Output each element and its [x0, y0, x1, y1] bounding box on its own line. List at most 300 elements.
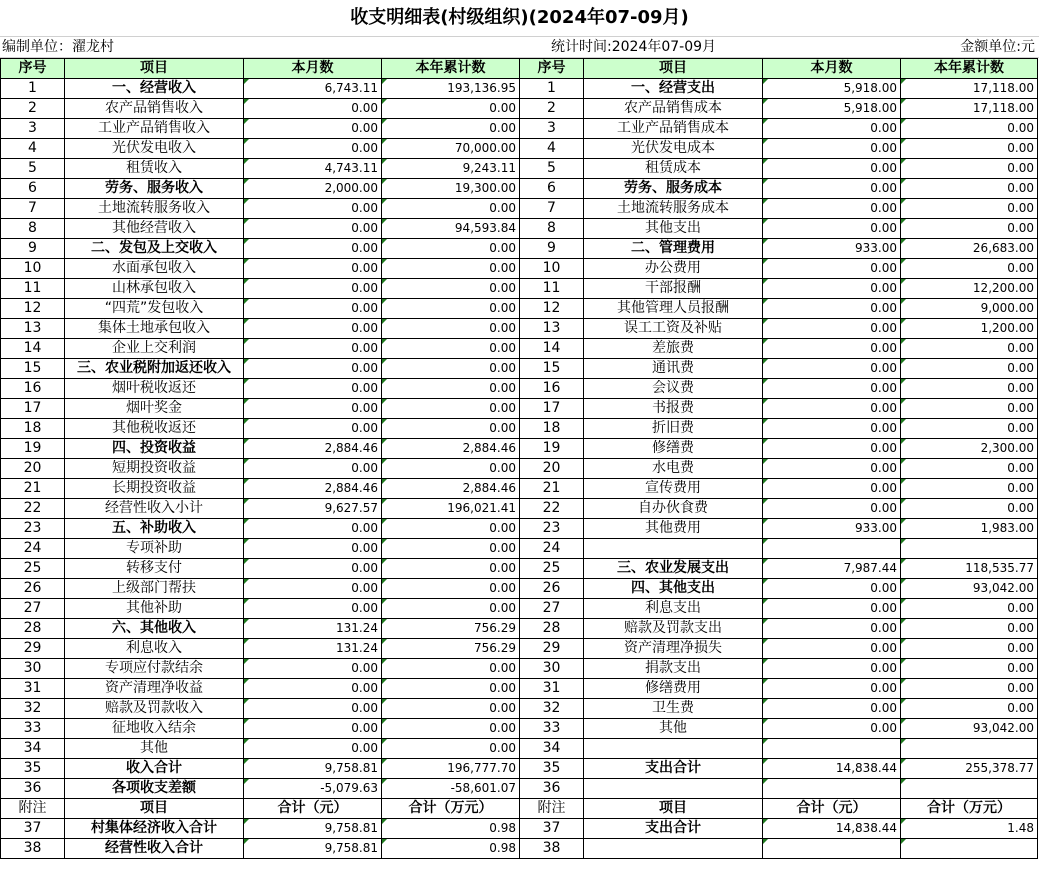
income-ytd-cell[interactable]: 0.00: [382, 419, 520, 439]
income-seq-cell[interactable]: 32: [1, 699, 65, 719]
expense-seq-cell[interactable]: 36: [520, 779, 584, 799]
income-seq-cell[interactable]: 23: [1, 519, 65, 539]
expense-month-cell[interactable]: 0.00: [763, 639, 901, 659]
expense-item-cell[interactable]: 折旧费: [584, 419, 763, 439]
income-month-cell[interactable]: 0.00: [244, 239, 382, 259]
income-seq-cell[interactable]: 24: [1, 539, 65, 559]
income-seq-cell[interactable]: 11: [1, 279, 65, 299]
income-month-cell[interactable]: 6,743.11: [244, 79, 382, 99]
income-month-cell[interactable]: 0.00: [244, 699, 382, 719]
income-ytd-cell[interactable]: 0.00: [382, 339, 520, 359]
expense-item-cell[interactable]: 劳务、服务成本: [584, 179, 763, 199]
income-seq-cell[interactable]: 13: [1, 319, 65, 339]
expense-ytd-cell[interactable]: 1,200.00: [901, 319, 1038, 339]
income-seq-cell[interactable]: 29: [1, 639, 65, 659]
expense-seq-cell[interactable]: 37: [520, 819, 584, 839]
expense-seq-cell[interactable]: 29: [520, 639, 584, 659]
income-item-cell[interactable]: 资产清理净收益: [65, 679, 244, 699]
income-ytd-cell[interactable]: 0.00: [382, 699, 520, 719]
expense-item-cell[interactable]: [584, 539, 763, 559]
income-ytd-cell[interactable]: 0.00: [382, 739, 520, 759]
expense-month-cell[interactable]: 0.00: [763, 479, 901, 499]
expense-item-cell[interactable]: [584, 779, 763, 799]
income-ytd-cell[interactable]: 0.00: [382, 119, 520, 139]
expense-item-cell[interactable]: 农产品销售成本: [584, 99, 763, 119]
income-ytd-cell[interactable]: 0.00: [382, 519, 520, 539]
income-month-cell[interactable]: 0.00: [244, 379, 382, 399]
income-ytd-cell[interactable]: 19,300.00: [382, 179, 520, 199]
income-item-cell[interactable]: 转移支付: [65, 559, 244, 579]
income-month-cell[interactable]: 0.00: [244, 519, 382, 539]
income-ytd-cell[interactable]: 0.00: [382, 379, 520, 399]
expense-item-cell[interactable]: 其他支出: [584, 219, 763, 239]
expense-seq-cell[interactable]: 28: [520, 619, 584, 639]
expense-item-cell[interactable]: 误工工资及补贴: [584, 319, 763, 339]
expense-item-cell[interactable]: 捐款支出: [584, 659, 763, 679]
expense-ytd-cell[interactable]: 0.00: [901, 419, 1038, 439]
income-ytd-cell[interactable]: 0.00: [382, 319, 520, 339]
income-item-cell[interactable]: 一、经营收入: [65, 79, 244, 99]
income-item-cell[interactable]: 经营性收入小计: [65, 499, 244, 519]
expense-item-cell[interactable]: 其他管理人员报酬: [584, 299, 763, 319]
expense-item-cell[interactable]: 资产清理净损失: [584, 639, 763, 659]
income-ytd-cell[interactable]: 196,021.41: [382, 499, 520, 519]
income-month-cell[interactable]: 0.00: [244, 279, 382, 299]
expense-ytd-cell[interactable]: 17,118.00: [901, 99, 1038, 119]
expense-seq-cell[interactable]: 2: [520, 99, 584, 119]
income-item-cell[interactable]: 六、其他收入: [65, 619, 244, 639]
expense-seq-cell[interactable]: 20: [520, 459, 584, 479]
income-ytd-cell[interactable]: 0.00: [382, 239, 520, 259]
income-month-cell[interactable]: 0.00: [244, 139, 382, 159]
income-month-cell[interactable]: 0.00: [244, 259, 382, 279]
expense-ytd-cell[interactable]: 12,200.00: [901, 279, 1038, 299]
expense-item-cell[interactable]: 土地流转服务成本: [584, 199, 763, 219]
expense-seq-cell[interactable]: 13: [520, 319, 584, 339]
expense-seq-cell[interactable]: 7: [520, 199, 584, 219]
income-item-cell[interactable]: 短期投资收益: [65, 459, 244, 479]
expense-month-cell[interactable]: 0.00: [763, 339, 901, 359]
income-item-cell[interactable]: 农产品销售收入: [65, 99, 244, 119]
expense-item-cell[interactable]: 利息支出: [584, 599, 763, 619]
income-item-cell[interactable]: 征地收入结余: [65, 719, 244, 739]
expense-item-cell[interactable]: 卫生费: [584, 699, 763, 719]
income-item-cell[interactable]: 劳务、服务收入: [65, 179, 244, 199]
income-item-cell[interactable]: “四荒”发包收入: [65, 299, 244, 319]
expense-seq-cell[interactable]: 34: [520, 739, 584, 759]
income-month-cell[interactable]: 9,758.81: [244, 839, 382, 859]
income-item-cell[interactable]: 村集体经济收入合计: [65, 819, 244, 839]
expense-seq-cell[interactable]: 22: [520, 499, 584, 519]
income-item-cell[interactable]: 收入合计: [65, 759, 244, 779]
expense-ytd-cell[interactable]: 0.00: [901, 219, 1038, 239]
income-item-cell[interactable]: 二、发包及上交收入: [65, 239, 244, 259]
income-item-cell[interactable]: 五、补助收入: [65, 519, 244, 539]
income-seq-cell[interactable]: 10: [1, 259, 65, 279]
income-month-cell[interactable]: 0.00: [244, 319, 382, 339]
income-ytd-cell[interactable]: 0.00: [382, 579, 520, 599]
expense-seq-cell[interactable]: 35: [520, 759, 584, 779]
expense-seq-cell[interactable]: 15: [520, 359, 584, 379]
expense-seq-cell[interactable]: 33: [520, 719, 584, 739]
income-seq-cell[interactable]: 25: [1, 559, 65, 579]
income-month-cell[interactable]: 0.00: [244, 219, 382, 239]
income-month-cell[interactable]: 131.24: [244, 619, 382, 639]
income-month-cell[interactable]: 0.00: [244, 99, 382, 119]
expense-seq-cell[interactable]: 18: [520, 419, 584, 439]
income-month-cell[interactable]: 0.00: [244, 359, 382, 379]
income-ytd-cell[interactable]: 196,777.70: [382, 759, 520, 779]
income-month-cell[interactable]: 2,000.00: [244, 179, 382, 199]
income-month-cell[interactable]: 131.24: [244, 639, 382, 659]
expense-item-cell[interactable]: 会议费: [584, 379, 763, 399]
income-ytd-cell[interactable]: 2,884.46: [382, 439, 520, 459]
expense-ytd-cell[interactable]: 0.00: [901, 259, 1038, 279]
expense-ytd-cell[interactable]: 0.00: [901, 179, 1038, 199]
expense-month-cell[interactable]: 0.00: [763, 599, 901, 619]
expense-month-cell[interactable]: [763, 779, 901, 799]
income-ytd-cell[interactable]: -58,601.07: [382, 779, 520, 799]
expense-month-cell[interactable]: 0.00: [763, 259, 901, 279]
expense-ytd-cell[interactable]: 0.00: [901, 199, 1038, 219]
income-item-cell[interactable]: 其他税收返还: [65, 419, 244, 439]
income-ytd-cell[interactable]: 0.00: [382, 539, 520, 559]
income-month-cell[interactable]: 0.00: [244, 599, 382, 619]
expense-ytd-cell[interactable]: [901, 539, 1038, 559]
expense-ytd-cell[interactable]: 2,300.00: [901, 439, 1038, 459]
expense-item-cell[interactable]: [584, 839, 763, 859]
income-seq-cell[interactable]: 15: [1, 359, 65, 379]
income-month-cell[interactable]: 0.00: [244, 119, 382, 139]
income-seq-cell[interactable]: 9: [1, 239, 65, 259]
expense-ytd-cell[interactable]: 0.00: [901, 399, 1038, 419]
income-month-cell[interactable]: 0.00: [244, 719, 382, 739]
expense-seq-cell[interactable]: 1: [520, 79, 584, 99]
expense-ytd-cell[interactable]: 0.00: [901, 619, 1038, 639]
expense-month-cell[interactable]: 5,918.00: [763, 79, 901, 99]
income-month-cell[interactable]: 0.00: [244, 299, 382, 319]
expense-seq-cell[interactable]: 17: [520, 399, 584, 419]
income-item-cell[interactable]: 专项补助: [65, 539, 244, 559]
expense-ytd-cell[interactable]: [901, 739, 1038, 759]
income-ytd-cell[interactable]: 70,000.00: [382, 139, 520, 159]
income-month-cell[interactable]: 0.00: [244, 659, 382, 679]
expense-item-cell[interactable]: 其他费用: [584, 519, 763, 539]
expense-month-cell[interactable]: 0.00: [763, 419, 901, 439]
income-month-cell[interactable]: 0.00: [244, 419, 382, 439]
expense-ytd-cell[interactable]: 0.00: [901, 699, 1038, 719]
expense-ytd-cell[interactable]: 0.00: [901, 359, 1038, 379]
income-item-cell[interactable]: 四、投资收益: [65, 439, 244, 459]
income-month-cell[interactable]: 0.00: [244, 199, 382, 219]
income-item-cell[interactable]: 其他经营收入: [65, 219, 244, 239]
expense-month-cell[interactable]: 0.00: [763, 139, 901, 159]
expense-ytd-cell[interactable]: 9,000.00: [901, 299, 1038, 319]
income-seq-cell[interactable]: 4: [1, 139, 65, 159]
expense-month-cell[interactable]: 0.00: [763, 199, 901, 219]
expense-item-cell[interactable]: 三、农业发展支出: [584, 559, 763, 579]
expense-ytd-cell[interactable]: 1,983.00: [901, 519, 1038, 539]
expense-seq-cell[interactable]: 14: [520, 339, 584, 359]
income-ytd-cell[interactable]: 756.29: [382, 639, 520, 659]
income-seq-cell[interactable]: 18: [1, 419, 65, 439]
expense-seq-cell[interactable]: 6: [520, 179, 584, 199]
income-seq-cell[interactable]: 20: [1, 459, 65, 479]
expense-seq-cell[interactable]: 5: [520, 159, 584, 179]
expense-seq-cell[interactable]: 26: [520, 579, 584, 599]
expense-ytd-cell[interactable]: 26,683.00: [901, 239, 1038, 259]
expense-month-cell[interactable]: 0.00: [763, 359, 901, 379]
expense-seq-cell[interactable]: 32: [520, 699, 584, 719]
income-seq-cell[interactable]: 6: [1, 179, 65, 199]
income-seq-cell[interactable]: 34: [1, 739, 65, 759]
expense-month-cell[interactable]: [763, 739, 901, 759]
income-item-cell[interactable]: 山林承包收入: [65, 279, 244, 299]
income-seq-cell[interactable]: 8: [1, 219, 65, 239]
expense-ytd-cell[interactable]: 0.00: [901, 379, 1038, 399]
income-month-cell[interactable]: 0.00: [244, 339, 382, 359]
income-item-cell[interactable]: 专项应付款结余: [65, 659, 244, 679]
expense-seq-cell[interactable]: 38: [520, 839, 584, 859]
expense-seq-cell[interactable]: 3: [520, 119, 584, 139]
income-item-cell[interactable]: 其他补助: [65, 599, 244, 619]
expense-month-cell[interactable]: 7,987.44: [763, 559, 901, 579]
income-item-cell[interactable]: 集体土地承包收入: [65, 319, 244, 339]
income-item-cell[interactable]: 赔款及罚款收入: [65, 699, 244, 719]
expense-ytd-cell[interactable]: 0.00: [901, 659, 1038, 679]
expense-item-cell[interactable]: 光伏发电成本: [584, 139, 763, 159]
expense-month-cell[interactable]: 14,838.44: [763, 819, 901, 839]
expense-item-cell[interactable]: 其他: [584, 719, 763, 739]
expense-seq-cell[interactable]: 9: [520, 239, 584, 259]
expense-item-cell[interactable]: 宣传费用: [584, 479, 763, 499]
income-seq-cell[interactable]: 22: [1, 499, 65, 519]
expense-month-cell[interactable]: 0.00: [763, 659, 901, 679]
income-seq-cell[interactable]: 26: [1, 579, 65, 599]
income-item-cell[interactable]: 工业产品销售收入: [65, 119, 244, 139]
income-ytd-cell[interactable]: 0.98: [382, 839, 520, 859]
income-ytd-cell[interactable]: 0.00: [382, 99, 520, 119]
income-month-cell[interactable]: 0.00: [244, 459, 382, 479]
expense-seq-cell[interactable]: 8: [520, 219, 584, 239]
income-ytd-cell[interactable]: 0.00: [382, 359, 520, 379]
income-month-cell[interactable]: 0.00: [244, 579, 382, 599]
expense-item-cell[interactable]: 一、经营支出: [584, 79, 763, 99]
income-ytd-cell[interactable]: 0.00: [382, 559, 520, 579]
income-seq-cell[interactable]: 2: [1, 99, 65, 119]
income-ytd-cell[interactable]: 0.00: [382, 599, 520, 619]
income-ytd-cell[interactable]: 0.00: [382, 399, 520, 419]
income-seq-cell[interactable]: 36: [1, 779, 65, 799]
expense-month-cell[interactable]: 0.00: [763, 699, 901, 719]
income-item-cell[interactable]: 水面承包收入: [65, 259, 244, 279]
income-seq-cell[interactable]: 31: [1, 679, 65, 699]
expense-item-cell[interactable]: 二、管理费用: [584, 239, 763, 259]
income-seq-cell[interactable]: 38: [1, 839, 65, 859]
expense-ytd-cell[interactable]: 0.00: [901, 459, 1038, 479]
expense-month-cell[interactable]: 0.00: [763, 179, 901, 199]
expense-ytd-cell[interactable]: 0.00: [901, 599, 1038, 619]
income-seq-cell[interactable]: 16: [1, 379, 65, 399]
expense-month-cell[interactable]: 0.00: [763, 679, 901, 699]
income-ytd-cell[interactable]: 0.00: [382, 459, 520, 479]
expense-item-cell[interactable]: 办公费用: [584, 259, 763, 279]
income-item-cell[interactable]: 租赁收入: [65, 159, 244, 179]
income-item-cell[interactable]: 企业上交利润: [65, 339, 244, 359]
income-seq-cell[interactable]: 28: [1, 619, 65, 639]
expense-item-cell[interactable]: 通讯费: [584, 359, 763, 379]
expense-ytd-cell[interactable]: 0.00: [901, 639, 1038, 659]
income-seq-cell[interactable]: 35: [1, 759, 65, 779]
expense-seq-cell[interactable]: 30: [520, 659, 584, 679]
income-month-cell[interactable]: 9,758.81: [244, 759, 382, 779]
expense-item-cell[interactable]: 工业产品销售成本: [584, 119, 763, 139]
expense-seq-cell[interactable]: 23: [520, 519, 584, 539]
income-seq-cell[interactable]: 19: [1, 439, 65, 459]
income-ytd-cell[interactable]: 0.00: [382, 719, 520, 739]
expense-ytd-cell[interactable]: 0.00: [901, 119, 1038, 139]
income-item-cell[interactable]: 其他: [65, 739, 244, 759]
income-ytd-cell[interactable]: 0.00: [382, 659, 520, 679]
income-ytd-cell[interactable]: 0.00: [382, 199, 520, 219]
income-item-cell[interactable]: 长期投资收益: [65, 479, 244, 499]
expense-ytd-cell[interactable]: 0.00: [901, 479, 1038, 499]
income-ytd-cell[interactable]: 193,136.95: [382, 79, 520, 99]
expense-month-cell[interactable]: [763, 839, 901, 859]
income-seq-cell[interactable]: 5: [1, 159, 65, 179]
expense-ytd-cell[interactable]: 0.00: [901, 499, 1038, 519]
expense-ytd-cell[interactable]: 93,042.00: [901, 579, 1038, 599]
expense-month-cell[interactable]: 0.00: [763, 279, 901, 299]
income-ytd-cell[interactable]: 0.00: [382, 279, 520, 299]
expense-item-cell[interactable]: 修缮费用: [584, 679, 763, 699]
expense-ytd-cell[interactable]: 93,042.00: [901, 719, 1038, 739]
expense-item-cell[interactable]: 赔款及罚款支出: [584, 619, 763, 639]
income-month-cell[interactable]: 4,743.11: [244, 159, 382, 179]
expense-item-cell[interactable]: 租赁成本: [584, 159, 763, 179]
expense-month-cell[interactable]: 5,918.00: [763, 99, 901, 119]
expense-seq-cell[interactable]: 4: [520, 139, 584, 159]
income-month-cell[interactable]: 2,884.46: [244, 439, 382, 459]
expense-item-cell[interactable]: 支出合计: [584, 819, 763, 839]
income-item-cell[interactable]: 各项收支差额: [65, 779, 244, 799]
expense-seq-cell[interactable]: 12: [520, 299, 584, 319]
expense-month-cell[interactable]: 0.00: [763, 619, 901, 639]
expense-item-cell[interactable]: 修缮费: [584, 439, 763, 459]
expense-seq-cell[interactable]: 10: [520, 259, 584, 279]
expense-ytd-cell[interactable]: 118,535.77: [901, 559, 1038, 579]
expense-month-cell[interactable]: 0.00: [763, 159, 901, 179]
income-month-cell[interactable]: 2,884.46: [244, 479, 382, 499]
income-month-cell[interactable]: 0.00: [244, 739, 382, 759]
income-month-cell[interactable]: 9,627.57: [244, 499, 382, 519]
expense-seq-cell[interactable]: 19: [520, 439, 584, 459]
income-seq-cell[interactable]: 27: [1, 599, 65, 619]
income-seq-cell[interactable]: 30: [1, 659, 65, 679]
expense-item-cell[interactable]: 自办伙食费: [584, 499, 763, 519]
income-item-cell[interactable]: 烟叶奖金: [65, 399, 244, 419]
income-seq-cell[interactable]: 33: [1, 719, 65, 739]
income-ytd-cell[interactable]: 9,243.11: [382, 159, 520, 179]
income-item-cell[interactable]: 三、农业税附加返还收入: [65, 359, 244, 379]
income-seq-cell[interactable]: 14: [1, 339, 65, 359]
expense-seq-cell[interactable]: 25: [520, 559, 584, 579]
expense-ytd-cell[interactable]: 17,118.00: [901, 79, 1038, 99]
income-ytd-cell[interactable]: 756.29: [382, 619, 520, 639]
income-month-cell[interactable]: 0.00: [244, 679, 382, 699]
income-ytd-cell[interactable]: 0.00: [382, 259, 520, 279]
expense-month-cell[interactable]: 0.00: [763, 319, 901, 339]
expense-ytd-cell[interactable]: 0.00: [901, 159, 1038, 179]
expense-item-cell[interactable]: 差旅费: [584, 339, 763, 359]
income-ytd-cell[interactable]: 0.00: [382, 679, 520, 699]
expense-ytd-cell[interactable]: [901, 839, 1038, 859]
expense-month-cell[interactable]: 0.00: [763, 119, 901, 139]
expense-month-cell[interactable]: 0.00: [763, 439, 901, 459]
income-item-cell[interactable]: 烟叶税收返还: [65, 379, 244, 399]
expense-month-cell[interactable]: 14,838.44: [763, 759, 901, 779]
expense-ytd-cell[interactable]: 0.00: [901, 139, 1038, 159]
income-seq-cell[interactable]: 17: [1, 399, 65, 419]
expense-seq-cell[interactable]: 31: [520, 679, 584, 699]
expense-month-cell[interactable]: 933.00: [763, 519, 901, 539]
expense-month-cell[interactable]: [763, 539, 901, 559]
expense-month-cell[interactable]: 933.00: [763, 239, 901, 259]
expense-month-cell[interactable]: 0.00: [763, 719, 901, 739]
income-ytd-cell[interactable]: 0.98: [382, 819, 520, 839]
expense-month-cell[interactable]: 0.00: [763, 299, 901, 319]
expense-seq-cell[interactable]: 27: [520, 599, 584, 619]
expense-month-cell[interactable]: 0.00: [763, 459, 901, 479]
income-month-cell[interactable]: 0.00: [244, 539, 382, 559]
income-ytd-cell[interactable]: 2,884.46: [382, 479, 520, 499]
expense-seq-cell[interactable]: 16: [520, 379, 584, 399]
expense-ytd-cell[interactable]: 0.00: [901, 679, 1038, 699]
expense-seq-cell[interactable]: 11: [520, 279, 584, 299]
income-month-cell[interactable]: -5,079.63: [244, 779, 382, 799]
income-item-cell[interactable]: 土地流转服务收入: [65, 199, 244, 219]
income-seq-cell[interactable]: 1: [1, 79, 65, 99]
income-ytd-cell[interactable]: 0.00: [382, 299, 520, 319]
income-seq-cell[interactable]: 37: [1, 819, 65, 839]
income-seq-cell[interactable]: 7: [1, 199, 65, 219]
income-item-cell[interactable]: 经营性收入合计: [65, 839, 244, 859]
expense-month-cell[interactable]: 0.00: [763, 499, 901, 519]
income-seq-cell[interactable]: 21: [1, 479, 65, 499]
expense-item-cell[interactable]: 书报费: [584, 399, 763, 419]
income-seq-cell[interactable]: 3: [1, 119, 65, 139]
expense-item-cell[interactable]: 支出合计: [584, 759, 763, 779]
income-month-cell[interactable]: 0.00: [244, 399, 382, 419]
expense-item-cell[interactable]: 四、其他支出: [584, 579, 763, 599]
expense-seq-cell[interactable]: 21: [520, 479, 584, 499]
income-item-cell[interactable]: 上级部门帮扶: [65, 579, 244, 599]
expense-item-cell[interactable]: [584, 739, 763, 759]
income-month-cell[interactable]: 0.00: [244, 559, 382, 579]
income-seq-cell[interactable]: 12: [1, 299, 65, 319]
expense-ytd-cell[interactable]: 255,378.77: [901, 759, 1038, 779]
income-month-cell[interactable]: 9,758.81: [244, 819, 382, 839]
expense-month-cell[interactable]: 0.00: [763, 379, 901, 399]
expense-seq-cell[interactable]: 24: [520, 539, 584, 559]
income-item-cell[interactable]: 利息收入: [65, 639, 244, 659]
expense-item-cell[interactable]: 干部报酬: [584, 279, 763, 299]
expense-month-cell[interactable]: 0.00: [763, 219, 901, 239]
expense-ytd-cell[interactable]: 1.48: [901, 819, 1038, 839]
expense-ytd-cell[interactable]: [901, 779, 1038, 799]
expense-month-cell[interactable]: 0.00: [763, 399, 901, 419]
expense-ytd-cell[interactable]: 0.00: [901, 339, 1038, 359]
